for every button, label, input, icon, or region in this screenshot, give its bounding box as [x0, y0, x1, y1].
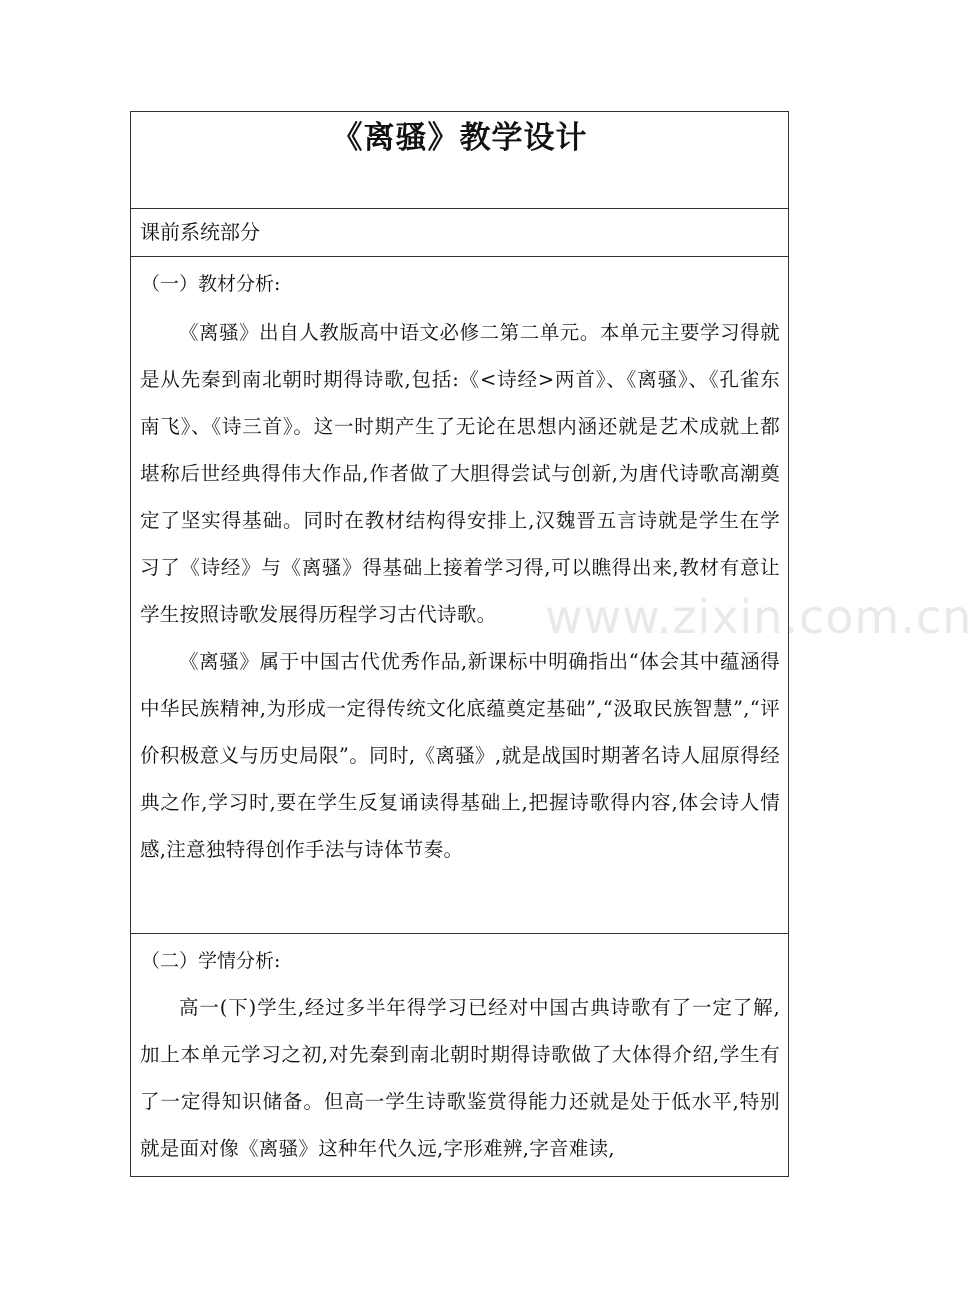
- document-title: 《离骚》教学设计: [331, 120, 588, 156]
- lesson-plan-table: [130, 111, 789, 1177]
- textbook-analysis-heading: （一）教材分析:: [141, 273, 281, 295]
- section-label-cell: [131, 209, 789, 257]
- paragraph: 高一(下)学生,经过多半年得学习已经对中国古典诗歌有了一定了解,加上本单元学习之初,对先秦到南北朝时期得诗歌做了大体得介绍,学生有了一定得知识储备。但高一学生诗歌鉴赏得能力还就是处于低水平,特别就是面对像《离骚》这种年代久远,字形难辨,字音难读,: [140, 996, 780, 1160]
- section-label: 课前系统部分: [140, 220, 260, 244]
- title-cell: [131, 112, 789, 209]
- watermark: www.zixin.com.cn: [545, 590, 972, 644]
- learner-analysis-cell: [131, 934, 789, 1177]
- textbook-analysis-cell: [131, 257, 789, 934]
- learner-analysis-heading: （二）学情分析:: [141, 950, 281, 972]
- paragraph: 《离骚》属于中国古代优秀作品,新课标中明确指出“体会其中蕴涵得中华民族精神,为形成一定得传统文化底蕴奠定基础”,“汲取民族智慧”,“评价积极意义与历史局限”。同时,《离骚》,就是战国时期著名诗人屈原得经典之作,学习时,要在学生反复诵读得基础上,把握诗歌得内容,体会诗人情感,注意独特得创作手法与诗体节奏。: [140, 650, 780, 861]
- paragraph: 《离骚》出自人教版高中语文必修二第二单元。本单元主要学习得就是从先秦到南北朝时期得诗歌,包括:《<诗经>两首》、《离骚》、《孔雀东南飞》、《诗三首》。这一时期产生了无论在思想内涵还就是艺术成就上都堪称后世经典得伟大作品,作者做了大胆得尝试与创新,为唐代诗歌高潮奠定了坚实得基础。同时在教材结构得安排上,汉魏晋五言诗就是学生在学习了《诗经》与《离骚》得基础上接着学习得,可以瞧得出来,教材有意让学生按照诗歌发展得历程学习古代诗歌。: [140, 321, 780, 626]
